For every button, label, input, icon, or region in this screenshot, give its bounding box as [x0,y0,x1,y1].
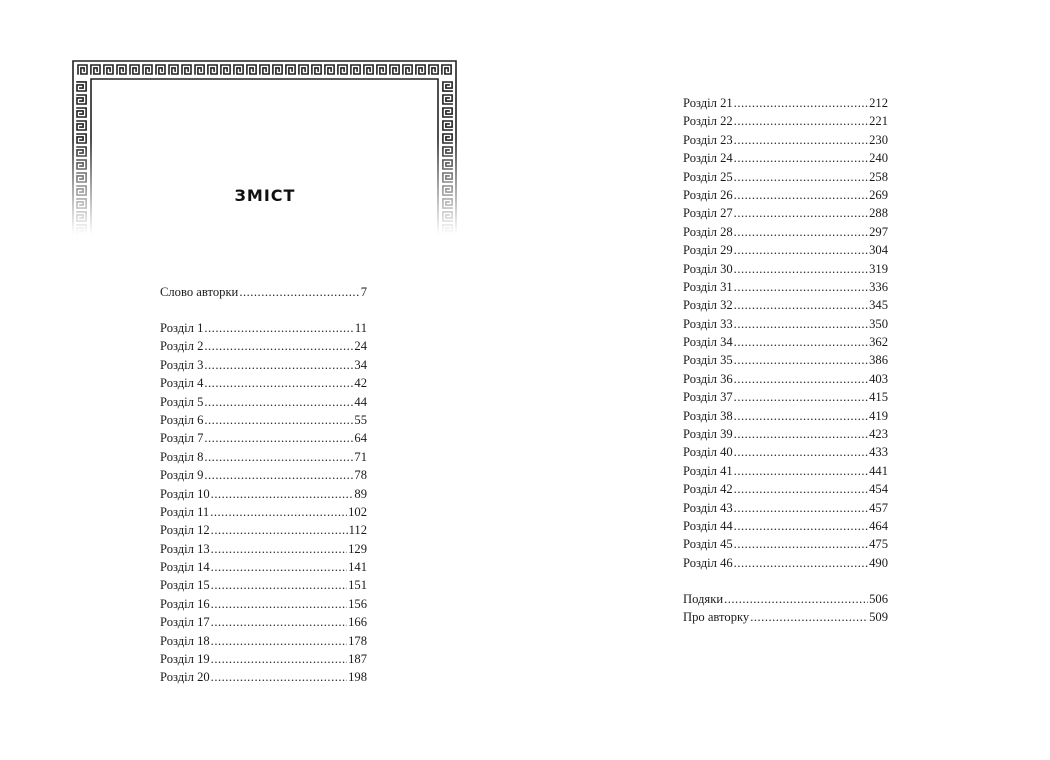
toc-entry-page-number: 78 [354,468,367,483]
toc-entry [683,535,888,553]
toc-entry-label: Розділ 43 [683,500,733,515]
toc-entry-label: Розділ 42 [683,482,733,497]
toc-entry [160,337,367,355]
toc-entry [683,517,888,535]
toc-entry [683,370,888,388]
toc-entry-page-number: 212 [869,96,888,110]
toc-entry-label: Розділ 19 [160,652,210,667]
toc-entry-page-number: 350 [869,316,888,331]
toc-entry [160,595,367,613]
dot-leader [204,356,353,374]
toc-entry-label: Розділ 23 [683,132,733,147]
toc-entry-label: Розділ 36 [683,371,733,386]
toc-entry-page-number: 336 [869,279,888,294]
toc-entry-page-number: 345 [869,298,888,313]
toc-entry [683,554,888,572]
toc-entry-page-number: 403 [869,371,888,386]
toc-chapters-left [160,319,367,687]
toc-entry [683,204,888,222]
toc-entry-page-number: 71 [354,449,367,464]
toc-entry-page-number: 490 [869,555,888,570]
dot-leader [734,131,868,149]
toc-entry-label: Розділ 20 [160,670,210,685]
toc-entry-label: Розділ 1 [160,321,204,335]
toc-entry-label: Розділ 3 [160,357,204,372]
toc-entry-page-number: 11 [354,321,367,335]
toc-entry [160,632,367,650]
dot-leader [211,668,347,686]
toc-entry-label: Розділ 4 [160,376,204,391]
dot-leader [734,94,868,112]
dot-leader [211,613,347,631]
toc-entry-label: Розділ 34 [683,335,733,350]
toc-entry-label: Розділ 12 [160,523,210,538]
toc-entry-label: Розділ 39 [683,427,733,442]
toc-entry-label: Розділ 21 [683,96,733,110]
dot-leader [239,283,359,301]
dot-leader [734,315,868,333]
toc-entry [683,499,888,517]
toc-entry-label: Розділ 32 [683,298,733,313]
toc-entry-page-number: 34 [354,357,367,372]
toc-entry-page-number: 475 [869,537,888,552]
toc-entry-page-number: 457 [869,500,888,515]
dot-leader [734,351,868,369]
dot-leader [204,448,353,466]
toc-entry [160,613,367,631]
toc-entry [160,374,367,392]
dot-leader [734,499,868,517]
toc-entry-page-number: 7 [360,285,367,299]
toc-entry-page-number: 415 [869,390,888,405]
toc-entry [683,315,888,333]
toc-entry [683,425,888,443]
toc-entry-label: Про авторку [683,610,750,625]
toc-entry-label: Розділ 44 [683,518,733,533]
dot-leader [734,333,868,351]
toc-entry-label: Подяки [683,592,724,606]
dot-leader [734,517,868,535]
dot-leader [734,480,868,498]
toc-entry-label: Розділ 31 [683,279,733,294]
toc-entry [160,521,367,539]
toc-entry [683,112,888,130]
toc-entry-page-number: 230 [869,132,888,147]
dot-leader [734,370,868,388]
toc-entry [683,388,888,406]
toc-entry-label: Розділ 2 [160,339,204,354]
toc-entry-page-number: 319 [869,261,888,276]
toc-entry-page-number: 386 [869,353,888,368]
toc-entry-label: Розділ 29 [683,243,733,258]
dot-leader [734,112,868,130]
toc-entry-label: Розділ 8 [160,449,204,464]
dot-leader [734,462,868,480]
toc-entry [683,223,888,241]
toc-entry [160,448,367,466]
toc-entry-page-number: 64 [354,431,367,446]
toc-entry-label: Розділ 46 [683,555,733,570]
toc-entry [683,443,888,461]
toc-entry-label: Розділ 38 [683,408,733,423]
dot-leader [734,149,868,167]
toc-entry-page-number: 44 [354,394,367,409]
toc-entry-label: Розділ 27 [683,206,733,221]
toc-entry-page-number: 141 [348,560,367,575]
toc-entry-label: Розділ 16 [160,596,210,611]
toc-entry-label: Розділ 10 [160,486,210,501]
toc-entry [683,462,888,480]
dot-leader [734,168,868,186]
dot-leader [734,443,868,461]
dot-leader [734,388,868,406]
toc-entry-label: Розділ 17 [160,615,210,630]
dot-leader [734,186,868,204]
dot-leader [210,503,347,521]
dot-leader [734,407,868,425]
toc-entry-label: Розділ 35 [683,353,733,368]
toc-entry [683,278,888,296]
toc-entry [683,333,888,351]
toc-entry-page-number: 506 [869,592,888,606]
dot-leader [211,576,347,594]
toc-entry-label: Розділ 26 [683,187,733,202]
toc-entry-page-number: 509 [869,610,888,625]
toc-entry-label: Розділ 9 [160,468,204,483]
toc-entry-page-number: 433 [869,445,888,460]
dot-leader [734,554,868,572]
toc-entry-page-number: 423 [869,427,888,442]
dot-leader [734,260,868,278]
toc-entry [160,319,367,337]
toc-entry [160,668,367,686]
dot-leader [211,650,347,668]
toc-entry [683,296,888,314]
toc-entry-page-number: 454 [869,482,888,497]
toc-entry-page-number: 441 [869,463,888,478]
toc-entry-page-number: 187 [348,652,367,667]
toc-entry-page-number: 42 [354,376,367,391]
toc-entry-page-number: 156 [348,596,367,611]
toc-entry [683,480,888,498]
dot-leader [734,425,868,443]
toc-entry-page-number: 112 [348,523,367,538]
toc-entry-label: Розділ 45 [683,537,733,552]
toc-entry [160,576,367,594]
dot-leader [734,241,868,259]
toc-entry [683,241,888,259]
dot-leader [211,540,347,558]
dot-leader [211,485,354,503]
dot-leader [204,393,353,411]
dot-leader [204,411,353,429]
dot-leader [204,319,353,337]
dot-leader [734,296,868,314]
toc-entry-page-number: 151 [348,578,367,593]
dot-leader [750,608,868,626]
toc-entry-label: Розділ 40 [683,445,733,460]
dot-leader [211,558,347,576]
toc-entry-page-number: 464 [869,518,888,533]
toc-entry-page-number: 221 [869,114,888,129]
toc-entry-label: Розділ 41 [683,463,733,478]
toc-entry-label: Розділ 30 [683,261,733,276]
toc-entry-page-number: 419 [869,408,888,423]
toc-entry-page-number: 102 [348,504,367,519]
dot-leader [734,278,868,296]
toc-entry-label: Розділ 22 [683,114,733,129]
toc-entry [683,351,888,369]
toc-entry-label: Розділ 15 [160,578,210,593]
toc-entry-page-number: 288 [869,206,888,221]
toc-entry-page-number: 129 [348,541,367,556]
toc-entry-label: Розділ 37 [683,390,733,405]
toc-entry-label: Розділ 14 [160,560,210,575]
toc-entry-label: Розділ 33 [683,316,733,331]
toc-entry-page-number: 198 [348,670,367,685]
greek-key-border-icon [72,60,457,235]
toc-entry [683,131,888,149]
toc-entry-label: Розділ 13 [160,541,210,556]
toc-entry [160,283,367,301]
toc-entry [160,356,367,374]
toc-entry [160,411,367,429]
toc-entry [160,393,367,411]
toc-entry [160,650,367,668]
toc-entry-page-number: 304 [869,243,888,258]
dot-leader [204,374,353,392]
dot-leader [204,337,353,355]
toc-entry [683,407,888,425]
dot-leader [211,521,348,539]
toc-entry-page-number: 362 [869,335,888,350]
toc-entry-label: Розділ 25 [683,169,733,184]
toc-entry [683,94,888,112]
toc-entry [683,186,888,204]
toc-entry-label: Розділ 18 [160,633,210,648]
toc-entry [160,466,367,484]
toc-entry [160,485,367,503]
toc-entry-label: Розділ 28 [683,224,733,239]
toc-entry-page-number: 178 [348,633,367,648]
dot-leader [734,535,868,553]
toc-entry-page-number: 166 [348,615,367,630]
toc-chapters-right [683,94,888,572]
toc-entry [160,429,367,447]
toc-entry-page-number: 24 [354,339,367,354]
toc-entry-page-number: 55 [354,412,367,427]
toc-entry [683,149,888,167]
dot-leader [734,223,868,241]
toc-entry [683,168,888,186]
dot-leader [734,204,868,222]
toc-entry [683,590,888,608]
dot-leader [204,429,353,447]
toc-entry-label: Розділ 7 [160,431,204,446]
toc-entry [160,540,367,558]
toc-entry [683,260,888,278]
dot-leader [211,595,347,613]
toc-entry-label: Розділ 5 [160,394,204,409]
page-title: ЗМІСТ [234,186,296,205]
toc-entry-label: Розділ 6 [160,412,204,427]
toc-entry-page-number: 269 [869,187,888,202]
toc-entry-label: Розділ 11 [160,504,210,519]
toc-entry-label: Слово авторки [160,285,239,299]
dot-leader [724,590,868,608]
dot-leader [204,466,353,484]
toc-entry-page-number: 89 [354,486,367,501]
toc-entry-page-number: 297 [869,224,888,239]
toc-entry-page-number: 240 [869,151,888,166]
dot-leader [211,632,347,650]
toc-front-matter [160,283,367,301]
toc-entry-page-number: 258 [869,169,888,184]
toc-entry [160,503,367,521]
toc-entry [160,558,367,576]
toc-back-matter [683,590,888,627]
toc-entry-label: Розділ 24 [683,151,733,166]
toc-entry [683,608,888,626]
